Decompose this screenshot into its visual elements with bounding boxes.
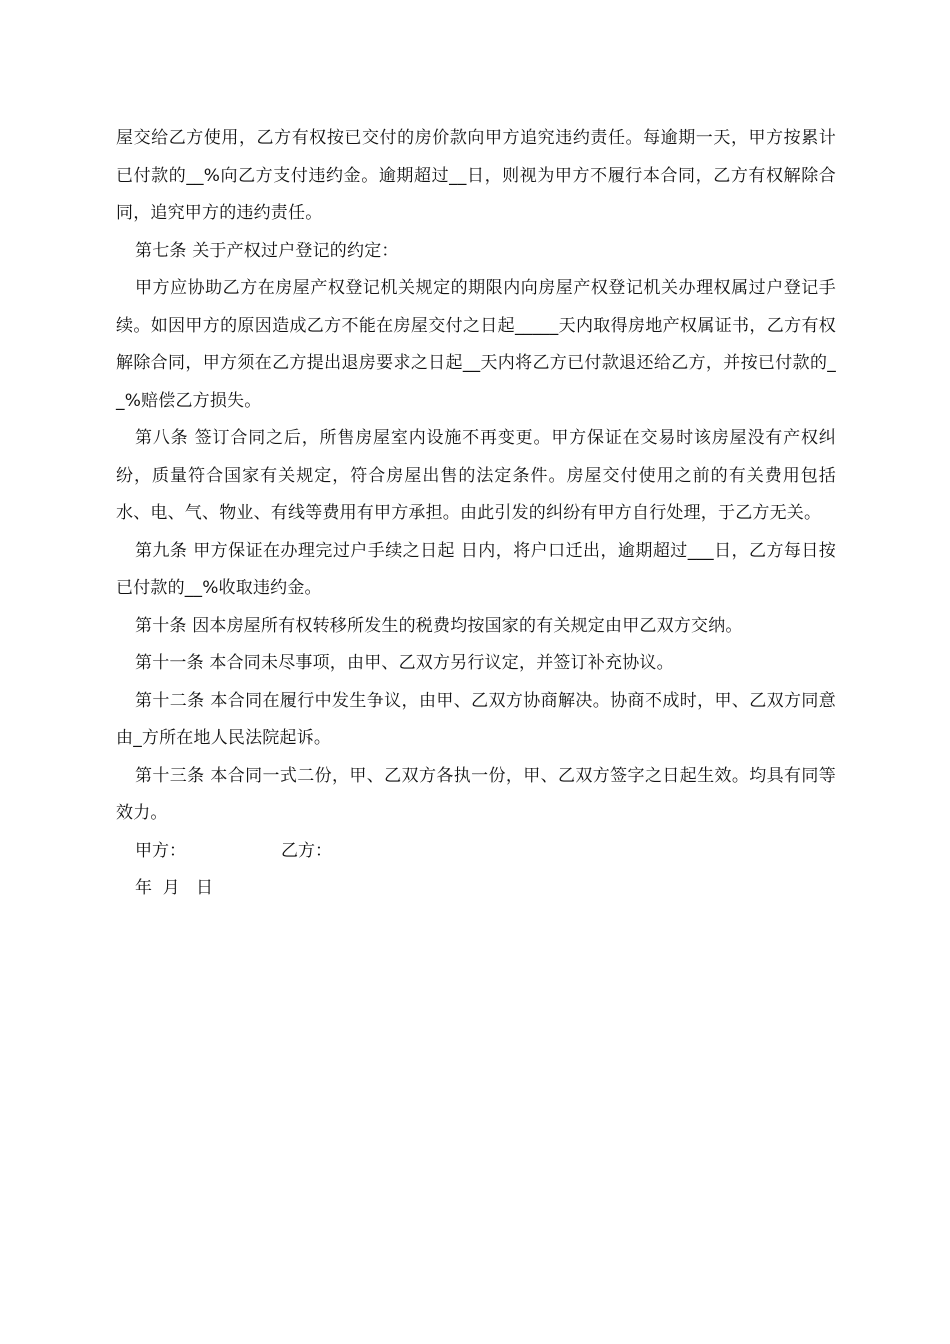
clause-7-body: 甲方应协助乙方在房屋产权登记机关规定的期限内向房屋产权登记机关办理权属过户登记手续。如因甲方的原因造成乙方不能在房屋交付之日起_____天内取得房地产权属证书，乙方有权解除合同，甲方须在乙方提出退房要求之日起__天内将乙方已付款退还给乙方，并按已付款的__%赔偿乙方损失。	[116, 278, 836, 411]
clause-8: 第八条 签订合同之后，所售房屋室内设施不再变更。甲方保证在交易时该房屋没有产权纠纷，质量符合国家有关规定，符合房屋出售的法定条件。房屋交付使用之前的有关费用包括水、电、气、物业、有线等费用有甲方承担。由此引发的纠纷有甲方自行处理，于乙方无关。	[116, 428, 836, 523]
clause-10: 第十条 因本房屋所有权转移所发生的税费均按国家的有关规定由甲乙双方交纳。	[135, 615, 743, 636]
clause-13: 第十三条 本合同一式二份，甲、乙双方各执一份，甲、乙双方签字之日起生效。均具有同等效力。	[116, 765, 836, 823]
contract-page	[116, 120, 836, 908]
party-b-label: 乙方：	[281, 840, 332, 861]
signature-row	[116, 833, 836, 871]
clause-9: 第九条 甲方保证在办理完过户手续之日起 日内，将户口迁出，逾期超过___日，乙方每日按已付款的__%收取违约金。	[116, 540, 836, 598]
party-a-label: 甲方：	[135, 840, 186, 861]
clause-12: 第十二条 本合同在履行中发生争议，由甲、乙双方协商解决。协商不成时，甲、乙双方同意由_方所在地人民法院起诉。	[116, 690, 836, 748]
clause-7-title: 第七条 关于产权过户登记的约定：	[135, 240, 399, 261]
clause-11: 第十一条 本合同未尽事项，由甲、乙双方另行议定，并签订补充协议。	[135, 653, 674, 673]
clause-6-continuation: 屋交给乙方使用，乙方有权按已交付的房价款向甲方追究违约责任。每逾期一天，甲方按累计已付款的__%向乙方支付违约金。逾期超过__日，则视为甲方不履行本合同，乙方有权解除合同，追究甲方的违约责任。	[116, 128, 836, 223]
date-row: 年 月 日	[135, 878, 214, 898]
